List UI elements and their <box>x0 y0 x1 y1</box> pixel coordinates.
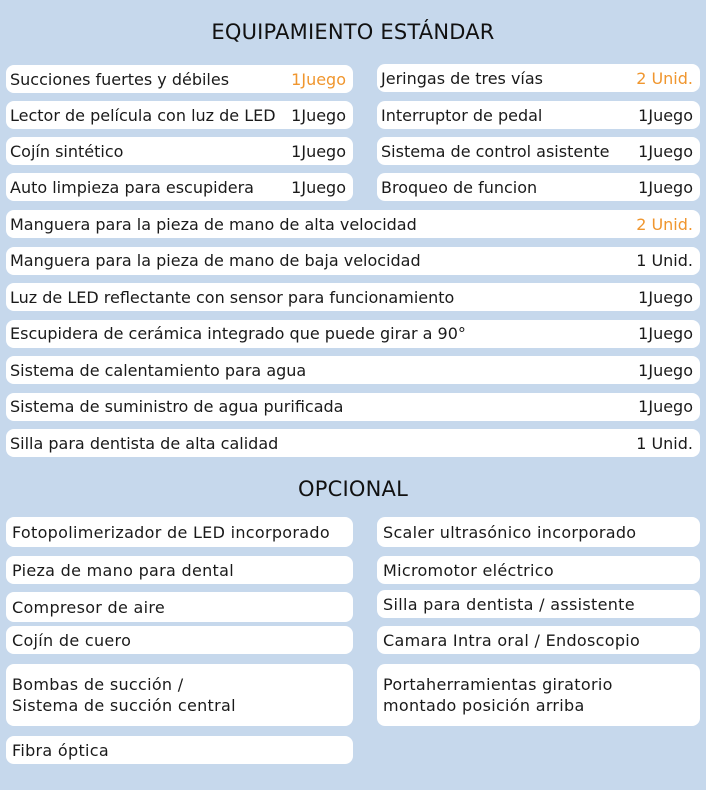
optional-item-label: Micromotor eléctrico <box>383 560 554 580</box>
equipment-label: Sistema de calentamiento para agua <box>10 360 307 380</box>
equipment-quantity: 1Juego <box>638 105 693 125</box>
equipment-row <box>6 356 700 384</box>
equipment-row <box>6 137 353 165</box>
optional-item-label: Scaler ultrasónico incorporado <box>383 522 637 542</box>
optional-item-label: Fotopolimerizador de LED incorporado <box>12 522 330 542</box>
optional-title: OPCIONAL <box>298 477 408 501</box>
optional-item <box>6 592 353 622</box>
equipment-quantity: 2 Unid. <box>636 214 693 234</box>
optional-item <box>6 664 353 726</box>
equipment-quantity: 1Juego <box>291 69 346 89</box>
equipment-quantity: 1Juego <box>638 177 693 197</box>
equipment-quantity: 2 Unid. <box>636 68 693 88</box>
equipment-label: Cojín sintético <box>10 141 124 161</box>
equipment-label: Broqueo de funcion <box>381 177 538 197</box>
equipment-label: Luz de LED reflectante con sensor para funcionamiento <box>10 287 455 307</box>
optional-item <box>6 517 353 547</box>
equipment-label: Auto limpieza para escupidera <box>10 177 254 197</box>
optional-item <box>377 590 700 618</box>
equipment-label: Silla para dentista de alta calidad <box>10 433 279 453</box>
equipment-row <box>377 173 700 201</box>
equipment-label: Lector de película con luz de LED <box>10 105 276 125</box>
equipment-row <box>377 137 700 165</box>
equipment-quantity: 1Juego <box>638 324 693 343</box>
optional-item <box>6 556 353 584</box>
equipment-row <box>6 393 700 421</box>
equipment-quantity: 1Juego <box>638 287 693 307</box>
equipment-row <box>6 173 353 201</box>
optional-item-label: Cojín de cuero <box>12 630 132 650</box>
equipment-label: Manguera para la pieza de mano de baja velocidad <box>10 251 421 270</box>
equipment-row <box>6 283 700 311</box>
optional-item <box>6 626 353 654</box>
optional-item <box>377 517 700 547</box>
equipment-row <box>6 320 700 348</box>
equipment-row <box>6 210 700 238</box>
equipment-label: Sistema de suministro de agua purificada <box>10 397 344 416</box>
optional-item <box>377 556 700 584</box>
equipment-row <box>6 101 353 129</box>
equipment-quantity: 1Juego <box>291 105 346 125</box>
equipment-row <box>377 64 700 92</box>
equipment-label: Manguera para la pieza de mano de alta velocidad <box>10 214 417 234</box>
optional-item-label: Compresor de aire <box>12 597 166 617</box>
optional-item <box>377 626 700 654</box>
equipment-quantity: 1Juego <box>638 397 693 416</box>
equipment-row <box>6 65 353 93</box>
equipment-quantity: 1 Unid. <box>636 433 693 453</box>
optional-item <box>6 736 353 764</box>
optional-item <box>377 664 700 726</box>
equipment-row <box>377 101 700 129</box>
equipment-label: Sistema de control asistente <box>381 141 610 161</box>
equipment-row <box>6 429 700 457</box>
optional-item-label: Fibra óptica <box>12 740 109 760</box>
equipment-label: Interruptor de pedal <box>381 105 543 125</box>
equipment-quantity: 1Juego <box>638 360 693 380</box>
equipment-quantity: 1Juego <box>291 141 346 161</box>
equipment-label: Succiones fuertes y débiles <box>10 69 230 89</box>
equipment-row <box>6 247 700 275</box>
optional-item-label: Sistema de succión central <box>12 696 236 715</box>
optional-item-label: Camara Intra oral / Endoscopio <box>383 630 641 650</box>
equipment-quantity: 1 Unid. <box>636 251 693 270</box>
equipment-label: Escupidera de cerámica integrado que puede girar a 90° <box>10 324 466 343</box>
optional-item-label: Portaherramientas giratorio <box>383 675 613 694</box>
optional-item-label: Pieza de mano para dental <box>12 560 234 580</box>
equipment-label: Jeringas de tres vías <box>381 68 544 88</box>
standard-equipment-title: EQUIPAMIENTO ESTÁNDAR <box>211 20 495 44</box>
optional-item-label: Bombas de succión / <box>12 675 184 694</box>
optional-item-label: Silla para dentista / assistente <box>383 594 635 614</box>
equipment-quantity: 1Juego <box>638 141 693 161</box>
optional-item-label: montado posición arriba <box>383 696 585 715</box>
equipment-quantity: 1Juego <box>291 177 346 197</box>
